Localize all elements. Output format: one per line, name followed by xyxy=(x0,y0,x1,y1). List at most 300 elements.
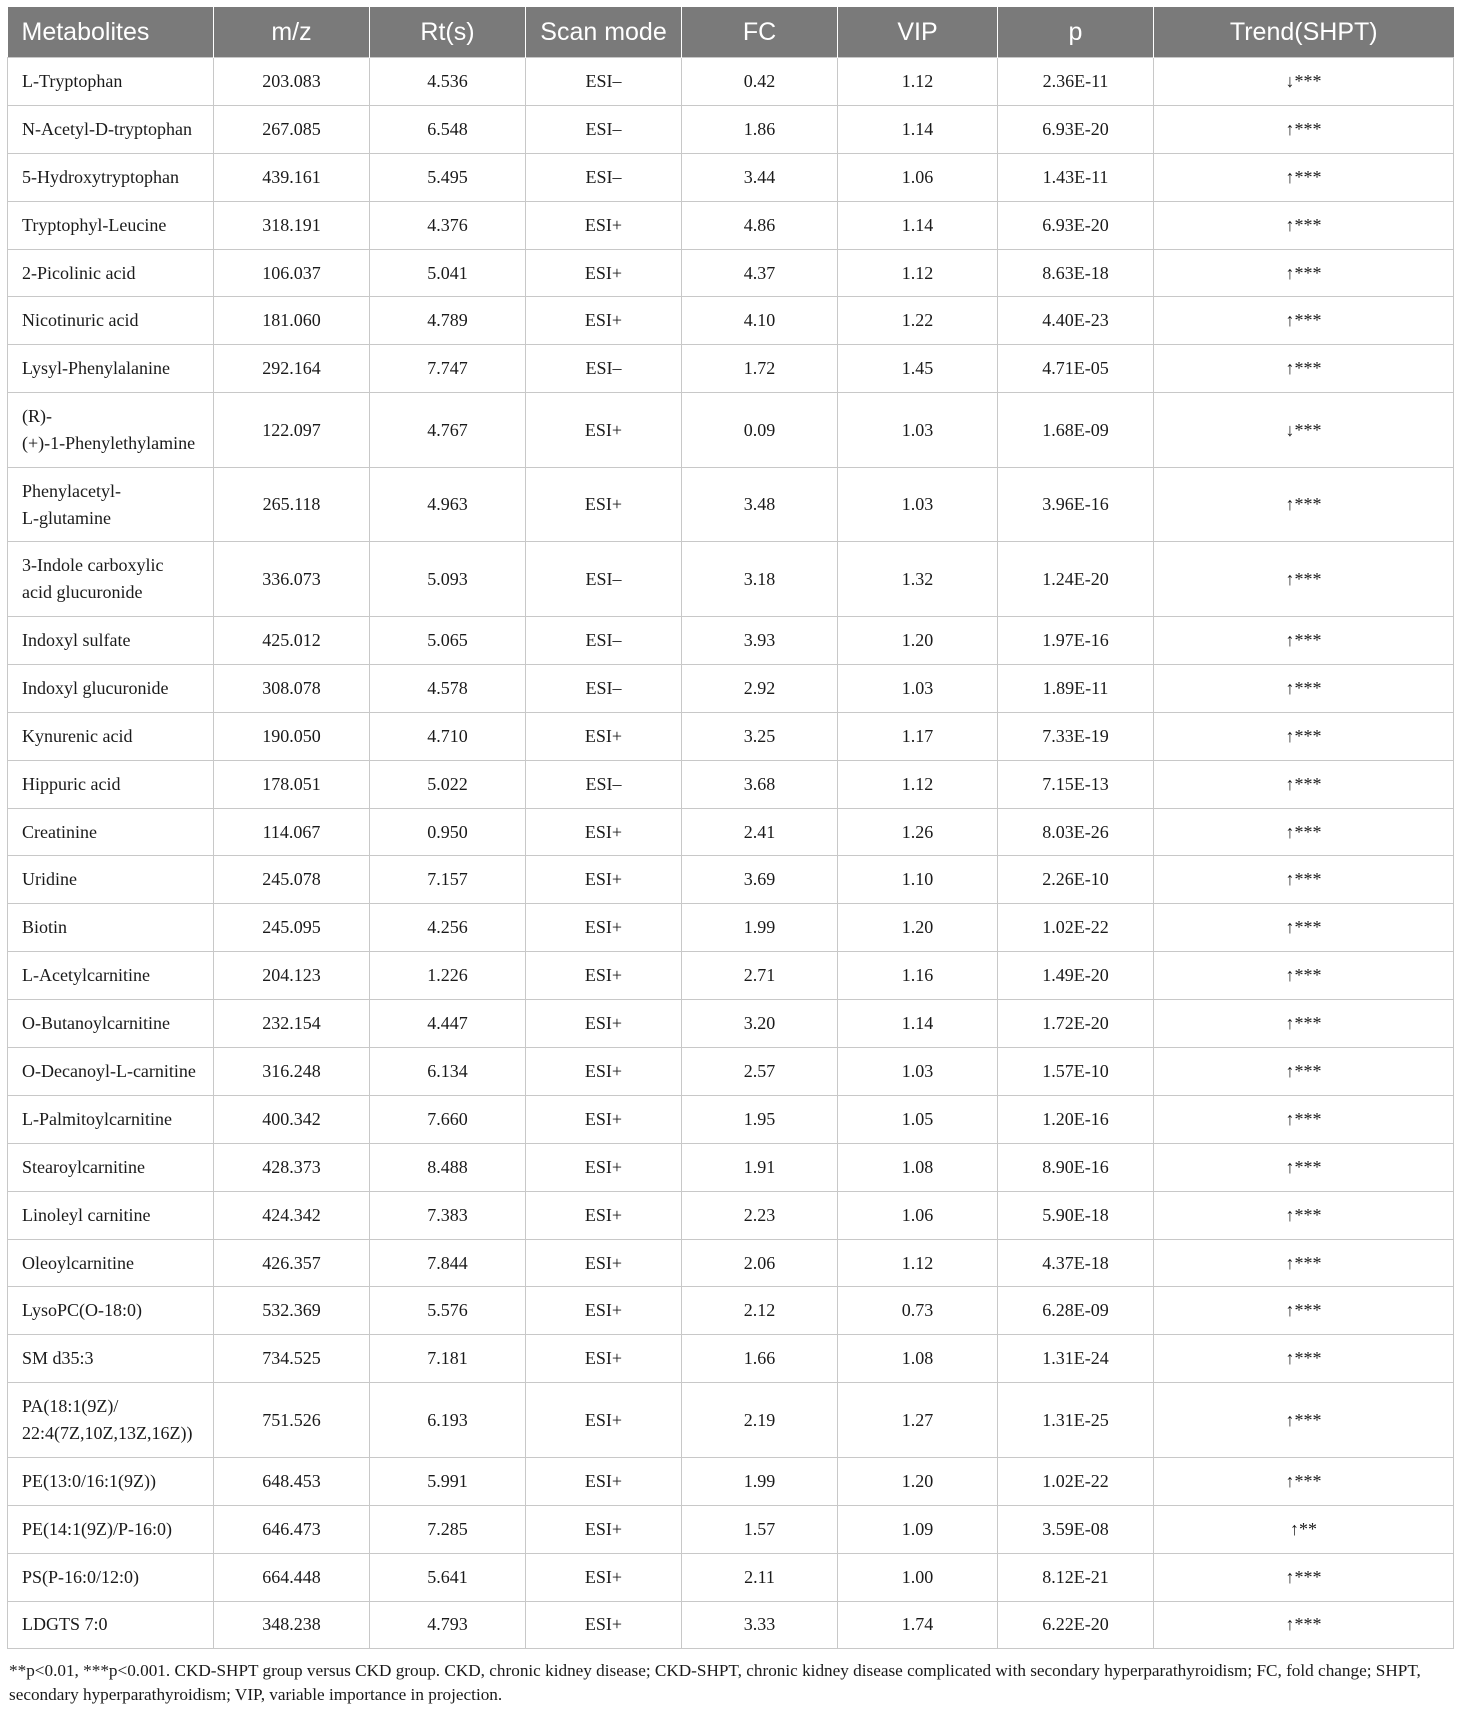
mz-value: 648.453 xyxy=(214,1457,370,1505)
mz-value: 424.342 xyxy=(214,1191,370,1239)
p-value: 1.97E-16 xyxy=(998,617,1154,665)
p-value: 1.02E-22 xyxy=(998,904,1154,952)
col-header-metabolites: Metabolites xyxy=(8,7,214,58)
p-value: 4.71E-05 xyxy=(998,345,1154,393)
mz-value: 245.078 xyxy=(214,856,370,904)
trend-value: ↓*** xyxy=(1154,393,1454,468)
mz-value: 292.164 xyxy=(214,345,370,393)
table-container xyxy=(7,7,1453,1707)
metabolites-table xyxy=(7,7,1454,1649)
mz-value: 400.342 xyxy=(214,1095,370,1143)
metabolite-name-line: L-glutamine xyxy=(22,507,111,528)
metabolite-name: PE(13:0/16:1(9Z)) xyxy=(8,1457,214,1505)
p-value: 6.22E-20 xyxy=(998,1601,1154,1648)
vip-value: 1.03 xyxy=(838,664,998,712)
metabolite-name-line: 22:4(7Z,10Z,13Z,16Z)) xyxy=(22,1423,193,1444)
metabolite-name xyxy=(8,542,214,617)
col-header-vip: VIP xyxy=(838,7,998,58)
mz-value: 204.123 xyxy=(214,952,370,1000)
metabolite-name: LysoPC(O-18:0) xyxy=(8,1287,214,1335)
mz-value: 316.248 xyxy=(214,1048,370,1096)
scan-mode: ESI+ xyxy=(526,1457,682,1505)
fc-value: 3.68 xyxy=(682,760,838,808)
metabolite-name: Indoxyl glucuronide xyxy=(8,664,214,712)
vip-value: 1.06 xyxy=(838,153,998,201)
vip-value: 1.12 xyxy=(838,760,998,808)
rt-value: 7.383 xyxy=(370,1191,526,1239)
fc-value: 4.86 xyxy=(682,201,838,249)
fc-value: 2.12 xyxy=(682,1287,838,1335)
table-row xyxy=(8,345,1454,393)
p-value: 8.03E-26 xyxy=(998,808,1154,856)
table-row xyxy=(8,1335,1454,1383)
mz-value: 190.050 xyxy=(214,712,370,760)
rt-value: 6.193 xyxy=(370,1383,526,1458)
trend-value: ↑*** xyxy=(1154,1191,1454,1239)
rt-value: 6.548 xyxy=(370,105,526,153)
vip-value: 1.03 xyxy=(838,1048,998,1096)
scan-mode: ESI– xyxy=(526,345,682,393)
vip-value: 1.08 xyxy=(838,1335,998,1383)
mz-value: 267.085 xyxy=(214,105,370,153)
trend-value: ↑*** xyxy=(1154,1601,1454,1648)
fc-value: 3.48 xyxy=(682,467,838,542)
fc-value: 3.93 xyxy=(682,617,838,665)
vip-value: 1.14 xyxy=(838,1000,998,1048)
scan-mode: ESI+ xyxy=(526,1287,682,1335)
metabolite-name: Indoxyl sulfate xyxy=(8,617,214,665)
scan-mode: ESI+ xyxy=(526,856,682,904)
scan-mode: ESI– xyxy=(526,760,682,808)
col-header-fc: FC xyxy=(682,7,838,58)
p-value: 8.12E-21 xyxy=(998,1553,1154,1601)
metabolite-name: L-Palmitoylcarnitine xyxy=(8,1095,214,1143)
metabolite-name: Hippuric acid xyxy=(8,760,214,808)
metabolite-name: Oleoylcarnitine xyxy=(8,1239,214,1287)
scan-mode: ESI+ xyxy=(526,467,682,542)
rt-value: 4.767 xyxy=(370,393,526,468)
table-row xyxy=(8,1601,1454,1648)
p-value: 4.40E-23 xyxy=(998,297,1154,345)
mz-value: 646.473 xyxy=(214,1505,370,1553)
rt-value: 4.447 xyxy=(370,1000,526,1048)
table-row xyxy=(8,1000,1454,1048)
rt-value: 5.576 xyxy=(370,1287,526,1335)
scan-mode: ESI+ xyxy=(526,904,682,952)
scan-mode: ESI+ xyxy=(526,1553,682,1601)
scan-mode: ESI+ xyxy=(526,249,682,297)
mz-value: 751.526 xyxy=(214,1383,370,1458)
fc-value: 3.44 xyxy=(682,153,838,201)
trend-value: ↑*** xyxy=(1154,856,1454,904)
trend-value: ↑*** xyxy=(1154,297,1454,345)
table-row xyxy=(8,201,1454,249)
fc-value: 2.92 xyxy=(682,664,838,712)
trend-value: ↑*** xyxy=(1154,1553,1454,1601)
metabolite-name-line: (R)- xyxy=(22,406,52,427)
vip-value: 1.32 xyxy=(838,542,998,617)
vip-value: 0.73 xyxy=(838,1287,998,1335)
trend-value: ↑*** xyxy=(1154,1239,1454,1287)
rt-value: 4.793 xyxy=(370,1601,526,1648)
col-header-rt: Rt(s) xyxy=(370,7,526,58)
metabolite-name: Lysyl-Phenylalanine xyxy=(8,345,214,393)
vip-value: 1.74 xyxy=(838,1601,998,1648)
table-row xyxy=(8,1048,1454,1096)
vip-value: 1.06 xyxy=(838,1191,998,1239)
trend-value: ↑*** xyxy=(1154,760,1454,808)
metabolite-name: Nicotinuric acid xyxy=(8,297,214,345)
trend-value: ↑*** xyxy=(1154,1383,1454,1458)
table-row xyxy=(8,904,1454,952)
scan-mode: ESI+ xyxy=(526,1191,682,1239)
mz-value: 664.448 xyxy=(214,1553,370,1601)
rt-value: 4.376 xyxy=(370,201,526,249)
scan-mode: ESI– xyxy=(526,58,682,106)
fc-value: 4.10 xyxy=(682,297,838,345)
rt-value: 8.488 xyxy=(370,1143,526,1191)
rt-value: 7.747 xyxy=(370,345,526,393)
scan-mode: ESI+ xyxy=(526,201,682,249)
scan-mode: ESI+ xyxy=(526,393,682,468)
scan-mode: ESI+ xyxy=(526,1239,682,1287)
scan-mode: ESI– xyxy=(526,105,682,153)
fc-value: 1.72 xyxy=(682,345,838,393)
trend-value: ↑** xyxy=(1154,1505,1454,1553)
fc-value: 0.09 xyxy=(682,393,838,468)
trend-value: ↑*** xyxy=(1154,467,1454,542)
vip-value: 1.12 xyxy=(838,58,998,106)
rt-value: 7.844 xyxy=(370,1239,526,1287)
metabolite-name: SM d35:3 xyxy=(8,1335,214,1383)
rt-value: 4.256 xyxy=(370,904,526,952)
metabolite-name: LDGTS 7:0 xyxy=(8,1601,214,1648)
vip-value: 1.03 xyxy=(838,467,998,542)
table-row xyxy=(8,664,1454,712)
p-value: 1.02E-22 xyxy=(998,1457,1154,1505)
metabolite-name: Creatinine xyxy=(8,808,214,856)
scan-mode: ESI– xyxy=(526,542,682,617)
metabolite-name: Tryptophyl-Leucine xyxy=(8,201,214,249)
vip-value: 1.16 xyxy=(838,952,998,1000)
rt-value: 7.285 xyxy=(370,1505,526,1553)
trend-value: ↑*** xyxy=(1154,712,1454,760)
p-value: 7.33E-19 xyxy=(998,712,1154,760)
metabolite-name: 2-Picolinic acid xyxy=(8,249,214,297)
fc-value: 2.41 xyxy=(682,808,838,856)
trend-value: ↑*** xyxy=(1154,664,1454,712)
table-row xyxy=(8,856,1454,904)
mz-value: 232.154 xyxy=(214,1000,370,1048)
scan-mode: ESI+ xyxy=(526,808,682,856)
scan-mode: ESI– xyxy=(526,617,682,665)
fc-value: 1.99 xyxy=(682,904,838,952)
mz-value: 114.067 xyxy=(214,808,370,856)
mz-value: 428.373 xyxy=(214,1143,370,1191)
metabolite-name: N-Acetyl-D-tryptophan xyxy=(8,105,214,153)
table-row xyxy=(8,153,1454,201)
p-value: 6.93E-20 xyxy=(998,201,1154,249)
rt-value: 1.226 xyxy=(370,952,526,1000)
trend-value: ↑*** xyxy=(1154,808,1454,856)
fc-value: 0.42 xyxy=(682,58,838,106)
rt-value: 4.578 xyxy=(370,664,526,712)
mz-value: 348.238 xyxy=(214,1601,370,1648)
fc-value: 2.71 xyxy=(682,952,838,1000)
trend-value: ↑*** xyxy=(1154,153,1454,201)
trend-value: ↑*** xyxy=(1154,952,1454,1000)
fc-value: 2.23 xyxy=(682,1191,838,1239)
p-value: 1.31E-24 xyxy=(998,1335,1154,1383)
p-value: 1.72E-20 xyxy=(998,1000,1154,1048)
fc-value: 3.69 xyxy=(682,856,838,904)
mz-value: 336.073 xyxy=(214,542,370,617)
trend-value: ↑*** xyxy=(1154,617,1454,665)
vip-value: 1.26 xyxy=(838,808,998,856)
vip-value: 1.00 xyxy=(838,1553,998,1601)
table-header xyxy=(8,7,1454,58)
p-value: 1.49E-20 xyxy=(998,952,1154,1000)
metabolite-name-line: 3-Indole carboxylic xyxy=(22,555,164,576)
vip-value: 1.12 xyxy=(838,1239,998,1287)
table-row xyxy=(8,467,1454,542)
vip-value: 1.17 xyxy=(838,712,998,760)
vip-value: 1.12 xyxy=(838,249,998,297)
metabolite-name: L-Acetylcarnitine xyxy=(8,952,214,1000)
rt-value: 5.495 xyxy=(370,153,526,201)
metabolite-name: Uridine xyxy=(8,856,214,904)
scan-mode: ESI+ xyxy=(526,1383,682,1458)
trend-value: ↑*** xyxy=(1154,345,1454,393)
rt-value: 5.065 xyxy=(370,617,526,665)
trend-value: ↑*** xyxy=(1154,249,1454,297)
rt-value: 7.660 xyxy=(370,1095,526,1143)
col-header-trend: Trend(SHPT) xyxy=(1154,7,1454,58)
col-header-p: p xyxy=(998,7,1154,58)
table-row xyxy=(8,249,1454,297)
metabolite-name: Biotin xyxy=(8,904,214,952)
p-value: 1.57E-10 xyxy=(998,1048,1154,1096)
scan-mode: ESI+ xyxy=(526,1335,682,1383)
metabolite-name-line: PA(18:1(9Z)/ xyxy=(22,1396,119,1417)
fc-value: 4.37 xyxy=(682,249,838,297)
rt-value: 7.157 xyxy=(370,856,526,904)
vip-value: 1.45 xyxy=(838,345,998,393)
scan-mode: ESI+ xyxy=(526,1095,682,1143)
mz-value: 181.060 xyxy=(214,297,370,345)
rt-value: 5.991 xyxy=(370,1457,526,1505)
vip-value: 1.14 xyxy=(838,105,998,153)
metabolite-name-line: acid glucuronide xyxy=(22,582,143,603)
p-value: 3.59E-08 xyxy=(998,1505,1154,1553)
table-row xyxy=(8,297,1454,345)
table-row xyxy=(8,1457,1454,1505)
table-row xyxy=(8,617,1454,665)
metabolite-name: Linoleyl carnitine xyxy=(8,1191,214,1239)
p-value: 1.89E-11 xyxy=(998,664,1154,712)
table-row xyxy=(8,1191,1454,1239)
p-value: 8.63E-18 xyxy=(998,249,1154,297)
col-header-mz: m/z xyxy=(214,7,370,58)
vip-value: 1.20 xyxy=(838,617,998,665)
metabolite-name xyxy=(8,467,214,542)
metabolite-name: L-Tryptophan xyxy=(8,58,214,106)
p-value: 5.90E-18 xyxy=(998,1191,1154,1239)
mz-value: 532.369 xyxy=(214,1287,370,1335)
fc-value: 2.11 xyxy=(682,1553,838,1601)
trend-value: ↑*** xyxy=(1154,1000,1454,1048)
fc-value: 3.33 xyxy=(682,1601,838,1648)
table-row xyxy=(8,542,1454,617)
table-row xyxy=(8,1287,1454,1335)
table-row xyxy=(8,1143,1454,1191)
mz-value: 178.051 xyxy=(214,760,370,808)
mz-value: 426.357 xyxy=(214,1239,370,1287)
table-row xyxy=(8,1383,1454,1458)
rt-value: 4.710 xyxy=(370,712,526,760)
fc-value: 1.95 xyxy=(682,1095,838,1143)
fc-value: 2.57 xyxy=(682,1048,838,1096)
p-value: 1.31E-25 xyxy=(998,1383,1154,1458)
table-row xyxy=(8,952,1454,1000)
table-row xyxy=(8,58,1454,106)
metabolite-name-line: Phenylacetyl- xyxy=(22,480,121,501)
p-value: 3.96E-16 xyxy=(998,467,1154,542)
trend-value: ↑*** xyxy=(1154,201,1454,249)
p-value: 6.93E-20 xyxy=(998,105,1154,153)
scan-mode: ESI+ xyxy=(526,1601,682,1648)
rt-value: 4.963 xyxy=(370,467,526,542)
fc-value: 3.18 xyxy=(682,542,838,617)
mz-value: 245.095 xyxy=(214,904,370,952)
metabolite-name: Kynurenic acid xyxy=(8,712,214,760)
scan-mode: ESI+ xyxy=(526,297,682,345)
mz-value: 734.525 xyxy=(214,1335,370,1383)
metabolite-name: PE(14:1(9Z)/P-16:0) xyxy=(8,1505,214,1553)
rt-value: 5.041 xyxy=(370,249,526,297)
mz-value: 439.161 xyxy=(214,153,370,201)
p-value: 1.24E-20 xyxy=(998,542,1154,617)
rt-value: 5.022 xyxy=(370,760,526,808)
rt-value: 6.134 xyxy=(370,1048,526,1096)
table-row xyxy=(8,1505,1454,1553)
mz-value: 425.012 xyxy=(214,617,370,665)
metabolite-name: 5-Hydroxytryptophan xyxy=(8,153,214,201)
table-row xyxy=(8,1239,1454,1287)
vip-value: 1.20 xyxy=(838,1457,998,1505)
vip-value: 1.10 xyxy=(838,856,998,904)
fc-value: 1.66 xyxy=(682,1335,838,1383)
scan-mode: ESI+ xyxy=(526,1143,682,1191)
rt-value: 4.536 xyxy=(370,58,526,106)
p-value: 1.43E-11 xyxy=(998,153,1154,201)
rt-value: 7.181 xyxy=(370,1335,526,1383)
trend-value: ↑*** xyxy=(1154,542,1454,617)
trend-value: ↑*** xyxy=(1154,1335,1454,1383)
mz-value: 106.037 xyxy=(214,249,370,297)
fc-value: 2.06 xyxy=(682,1239,838,1287)
table-row xyxy=(8,1095,1454,1143)
rt-value: 4.789 xyxy=(370,297,526,345)
scan-mode: ESI+ xyxy=(526,1000,682,1048)
metabolite-name xyxy=(8,1383,214,1458)
fc-value: 1.91 xyxy=(682,1143,838,1191)
mz-value: 203.083 xyxy=(214,58,370,106)
table-body xyxy=(8,58,1454,1649)
mz-value: 265.118 xyxy=(214,467,370,542)
table-row xyxy=(8,105,1454,153)
p-value: 2.36E-11 xyxy=(998,58,1154,106)
metabolite-name-line: (+)-1-Phenylethylamine xyxy=(22,433,196,454)
metabolite-name xyxy=(8,393,214,468)
p-value: 2.26E-10 xyxy=(998,856,1154,904)
mz-value: 308.078 xyxy=(214,664,370,712)
vip-value: 1.20 xyxy=(838,904,998,952)
trend-value: ↑*** xyxy=(1154,105,1454,153)
table-row xyxy=(8,393,1454,468)
scan-mode: ESI+ xyxy=(526,1505,682,1553)
mz-value: 318.191 xyxy=(214,201,370,249)
fc-value: 1.86 xyxy=(682,105,838,153)
scan-mode: ESI– xyxy=(526,153,682,201)
vip-value: 1.27 xyxy=(838,1383,998,1458)
scan-mode: ESI+ xyxy=(526,1048,682,1096)
vip-value: 1.22 xyxy=(838,297,998,345)
mz-value: 122.097 xyxy=(214,393,370,468)
vip-value: 1.09 xyxy=(838,1505,998,1553)
metabolite-name: O-Decanoyl-L-carnitine xyxy=(8,1048,214,1096)
p-value: 1.68E-09 xyxy=(998,393,1154,468)
trend-value: ↑*** xyxy=(1154,904,1454,952)
table-row xyxy=(8,808,1454,856)
vip-value: 1.14 xyxy=(838,201,998,249)
rt-value: 0.950 xyxy=(370,808,526,856)
fc-value: 2.19 xyxy=(682,1383,838,1458)
fc-value: 3.25 xyxy=(682,712,838,760)
fc-value: 1.57 xyxy=(682,1505,838,1553)
scan-mode: ESI+ xyxy=(526,712,682,760)
metabolite-name: O-Butanoylcarnitine xyxy=(8,1000,214,1048)
trend-value: ↑*** xyxy=(1154,1095,1454,1143)
fc-value: 3.20 xyxy=(682,1000,838,1048)
p-value: 6.28E-09 xyxy=(998,1287,1154,1335)
header-row xyxy=(8,7,1454,58)
table-row xyxy=(8,760,1454,808)
rt-value: 5.641 xyxy=(370,1553,526,1601)
metabolite-name: Stearoylcarnitine xyxy=(8,1143,214,1191)
rt-value: 5.093 xyxy=(370,542,526,617)
vip-value: 1.08 xyxy=(838,1143,998,1191)
vip-value: 1.03 xyxy=(838,393,998,468)
table-row xyxy=(8,1553,1454,1601)
trend-value: ↑*** xyxy=(1154,1048,1454,1096)
vip-value: 1.05 xyxy=(838,1095,998,1143)
table-row xyxy=(8,712,1454,760)
p-value: 8.90E-16 xyxy=(998,1143,1154,1191)
scan-mode: ESI– xyxy=(526,664,682,712)
p-value: 1.20E-16 xyxy=(998,1095,1154,1143)
trend-value: ↑*** xyxy=(1154,1457,1454,1505)
col-header-scan-mode: Scan mode xyxy=(526,7,682,58)
p-value: 7.15E-13 xyxy=(998,760,1154,808)
metabolite-name: PS(P-16:0/12:0) xyxy=(8,1553,214,1601)
scan-mode: ESI+ xyxy=(526,952,682,1000)
fc-value: 1.99 xyxy=(682,1457,838,1505)
trend-value: ↑*** xyxy=(1154,1287,1454,1335)
trend-value: ↑*** xyxy=(1154,1143,1454,1191)
table-footnote: **p<0.01, ***p<0.001. CKD-SHPT group versus CKD group. CKD, chronic kidney disease; CKD-SHPT, chronic kidney disease complicated with secondary hyperparathyroidism; FC, fold change; SHPT, secondary hyperparathyroidism; VIP, variable importance in projection. xyxy=(9,1660,1421,1704)
trend-value: ↓*** xyxy=(1154,58,1454,106)
